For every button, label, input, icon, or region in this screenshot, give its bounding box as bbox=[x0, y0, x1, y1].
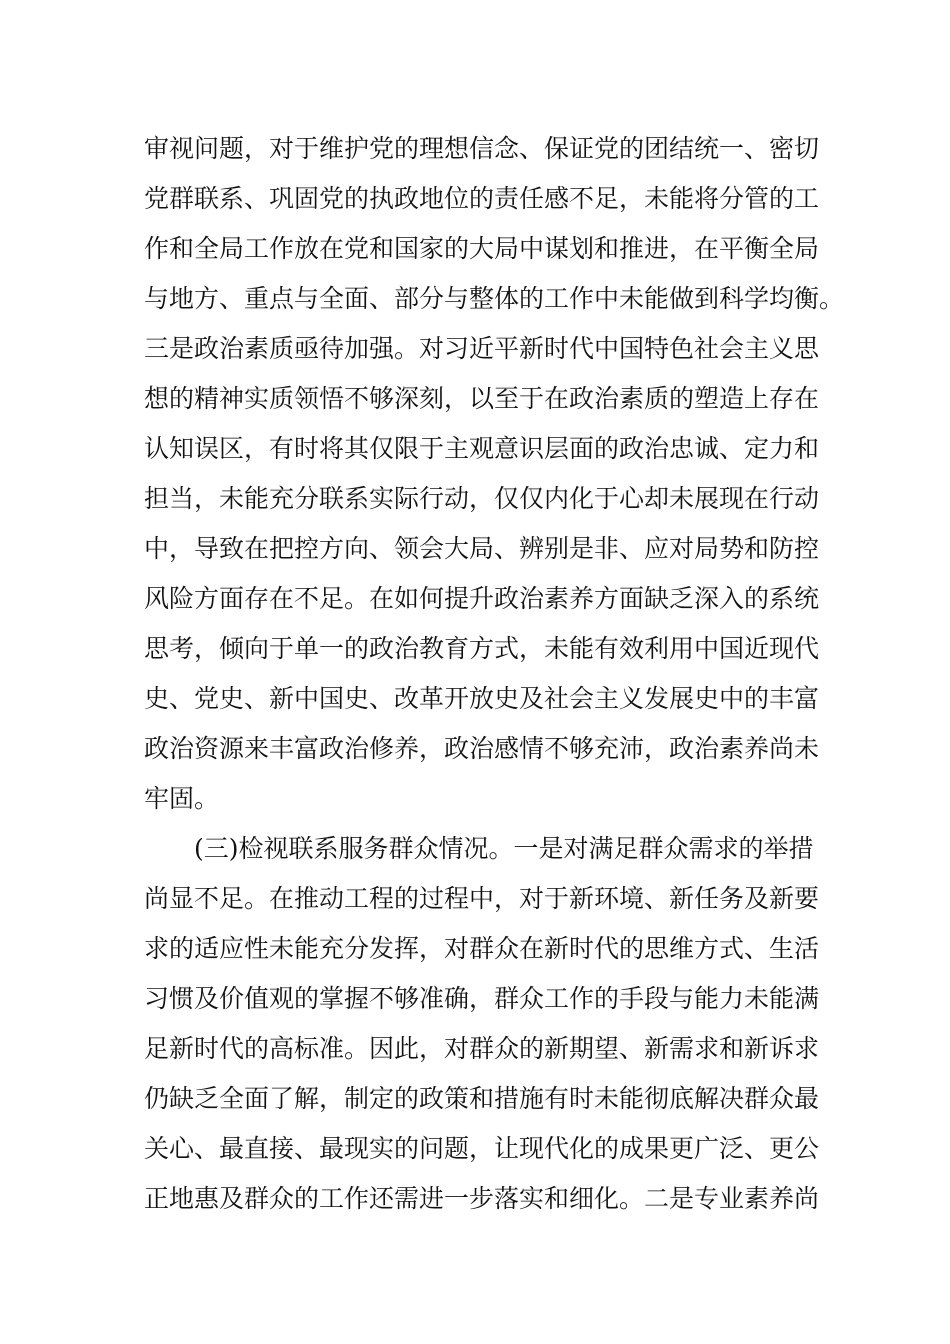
text-line: 政治资源来丰富政治修养，政治感情不够充沛，政治素养尚未 bbox=[144, 734, 820, 763]
text-line: 认知误区，有时将其仅限于主观意识层面的政治忠诚、定力和 bbox=[144, 434, 820, 463]
text-line: 求的适应性未能充分发挥，对群众在新时代的思维方式、生活 bbox=[144, 934, 820, 963]
text-line: 仍缺乏全面了解，制定的政策和措施有时未能彻底解决群众最 bbox=[144, 1084, 820, 1113]
text-line: 中，导致在把控方向、领会大局、辨别是非、应对局势和防控 bbox=[144, 534, 820, 563]
text-line: 担当，未能充分联系实际行动，仅仅内化于心却未展现在行动 bbox=[144, 484, 820, 513]
text-line: 牢固。 bbox=[144, 784, 220, 813]
paragraph-1 bbox=[144, 124, 845, 824]
text-line: 史、党史、新中国史、改革开放史及社会主义发展史中的丰富 bbox=[144, 684, 820, 713]
text-line: 审视问题，对于维护党的理想信念、保证党的团结统一、密切 bbox=[144, 134, 820, 163]
text-line: 足新时代的高标准。因此，对群众的新期望、新需求和新诉求 bbox=[144, 1034, 820, 1063]
text-line: 作和全局工作放在党和国家的大局中谋划和推进，在平衡全局 bbox=[144, 234, 820, 263]
text-line: 风险方面存在不足。在如何提升政治素养方面缺乏深入的系统 bbox=[144, 584, 820, 613]
text-line: 习惯及价值观的掌握不够准确，群众工作的手段与能力未能满 bbox=[144, 984, 820, 1013]
text-line: 关心、最直接、最现实的问题，让现代化的成果更广泛、更公 bbox=[144, 1134, 820, 1163]
text-line: 与地方、重点与全面、部分与整体的工作中未能做到科学均衡。 bbox=[144, 284, 845, 313]
text-line: (三)检视联系服务群众情况。一是对满足群众需求的举措 bbox=[194, 834, 814, 863]
text-line: 三是政治素质亟待加强。对习近平新时代中国特色社会主义思 bbox=[144, 334, 820, 363]
text-line: 思考，倾向于单一的政治教育方式，未能有效利用中国近现代 bbox=[144, 634, 820, 663]
text-line: 党群联系、巩固党的执政地位的责任感不足，未能将分管的工 bbox=[144, 184, 820, 213]
text-line: 想的精神实质领悟不够深刻，以至于在政治素质的塑造上存在 bbox=[144, 384, 820, 413]
paragraph-2 bbox=[144, 824, 820, 1224]
text-line: 尚显不足。在推动工程的过程中，对于新环境、新任务及新要 bbox=[144, 884, 820, 913]
text-line: 正地惠及群众的工作还需进一步落实和细化。二是专业素养尚 bbox=[144, 1184, 820, 1213]
body-text bbox=[144, 124, 845, 1224]
